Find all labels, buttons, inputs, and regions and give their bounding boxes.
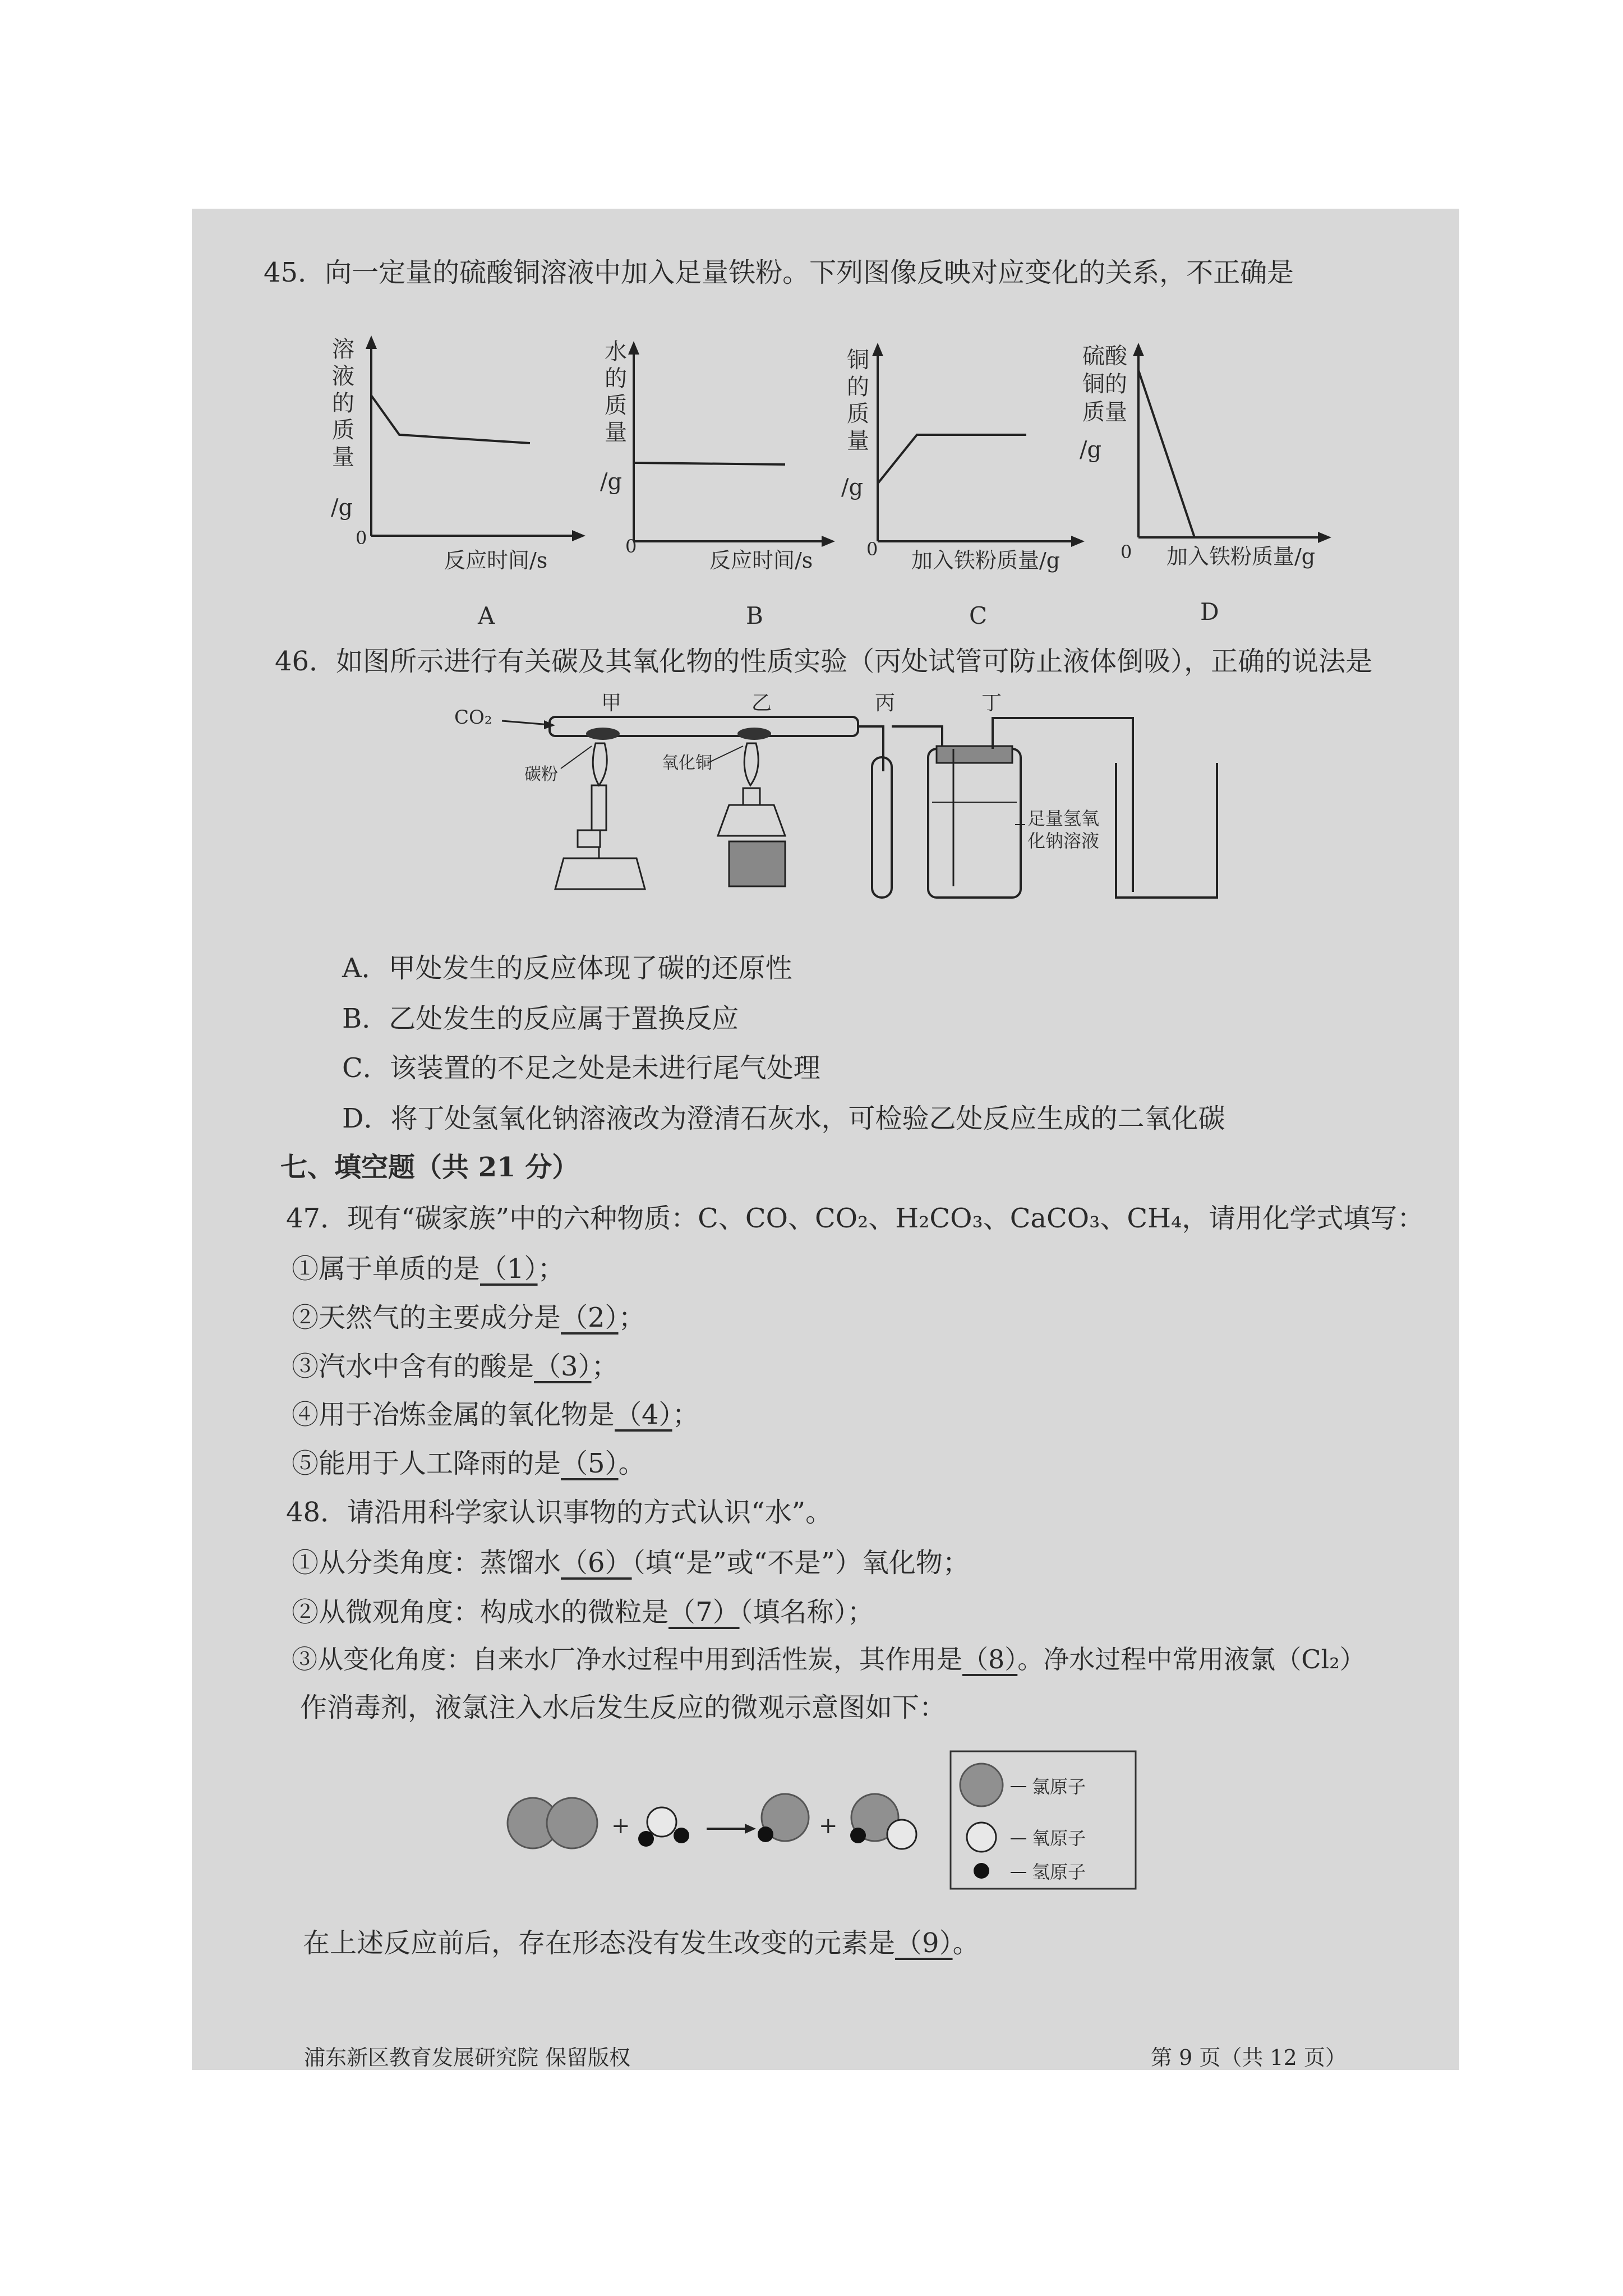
q47-item-2: ②天然气的主要成分是（2）； xyxy=(292,1302,645,1333)
label-cuo: 氧化铜 xyxy=(662,753,712,773)
q48-final: 在上述反应前后，存在形态没有发生改变的元素是（9）。 xyxy=(303,1927,980,1959)
q47-item-3: ③汽水中含有的酸是（3）； xyxy=(292,1351,619,1382)
label-bing: 丙 xyxy=(875,692,896,715)
graph-b-ylabel-0: 水 xyxy=(605,339,627,365)
q48-line-2: ②从微观角度：构成水的微粒是（7）（填名称）； xyxy=(292,1596,874,1628)
graph-d-ylabel-0: 硫酸 xyxy=(1082,343,1127,369)
blank-7[interactable]: （7） xyxy=(668,1596,740,1628)
q46-option-a: A．甲处发生的反应体现了碳的还原性 xyxy=(342,953,792,984)
q48-line-4: 作消毒剂，液氯注入水后发生反应的微观示意图如下： xyxy=(300,1692,947,1723)
graph-d-xlabel: 加入铁粉质量/g xyxy=(1166,544,1316,569)
graph-a-ylabel-1: 液 xyxy=(332,364,354,389)
q48-line-3: ③从变化角度：自来水厂净水过程中用到活性炭，其作用是（8）。净水过程中常用液氯（Cl₂） xyxy=(292,1644,1366,1674)
hcl-molecule xyxy=(758,1794,809,1842)
plus-2: + xyxy=(819,1813,838,1839)
label-ding: 丁 xyxy=(981,692,1002,715)
section-title: 七、填空题（共 21 分） xyxy=(280,1152,579,1183)
graph-d-curve xyxy=(1138,370,1195,537)
graph-a-ylabel-2: 的 xyxy=(332,390,354,416)
graph-a-curve xyxy=(371,395,530,443)
q46-option-c: C．该装置的不足之处是未进行尾气处理 xyxy=(342,1052,820,1084)
blank-6[interactable]: （6） xyxy=(561,1547,632,1579)
graph-a-origin: 0 xyxy=(356,527,367,549)
blank-5[interactable]: （5） xyxy=(561,1448,619,1479)
graph-c-ylabel-1: 的 xyxy=(847,374,869,400)
graph-a-ylabel-0: 溶 xyxy=(332,337,354,362)
graph-a-option: A xyxy=(478,602,495,629)
graph-c-ylabel-0: 铜 xyxy=(847,347,869,373)
graph-b-ylabel-2: 质 xyxy=(605,393,627,418)
footer-left: 浦东新区教育发展研究院 保留版权 xyxy=(304,2045,631,2070)
q46-stem: 46．如图所示进行有关碳及其氧化物的性质实验（丙处试管可防止液体倒吸），正确的说法是 xyxy=(275,646,1373,677)
graph-c xyxy=(841,343,1085,629)
graph-b-origin: 0 xyxy=(625,536,637,557)
graph-b-ylabel-4: /g xyxy=(600,469,623,495)
graph-b xyxy=(600,339,835,629)
blank-9[interactable]: （9） xyxy=(895,1927,953,1959)
hclo-molecule xyxy=(850,1794,916,1849)
graph-d-ylabel-3: /g xyxy=(1080,437,1102,463)
graph-d-option: D xyxy=(1200,598,1219,625)
q47-stem: 47．现有“碳家族”中的六种物质：C、CO、CO₂、H₂CO₃、CaCO₃、CH₄，请用化学式填写： xyxy=(286,1203,1424,1234)
water-molecule xyxy=(638,1807,689,1847)
test-tube-bing xyxy=(872,757,892,898)
q47-item-5: ⑤能用于人工降雨的是（5）。 xyxy=(292,1448,645,1479)
beaker xyxy=(1116,763,1217,898)
q48-stem: 48．请沿用科学家认识事物的方式认识“水”。 xyxy=(286,1497,833,1528)
q47-item-1: ①属于单质的是（1）； xyxy=(292,1253,565,1285)
graph-c-origin: 0 xyxy=(866,539,878,560)
blank-4[interactable]: （4） xyxy=(615,1399,672,1430)
graph-b-ylabel-3: 量 xyxy=(605,420,627,445)
flask-ding xyxy=(928,749,1021,898)
legend-o-icon xyxy=(967,1823,996,1852)
graph-a-ylabel-5: /g xyxy=(331,495,353,521)
graph-c-option: C xyxy=(969,602,988,629)
q46-apparatus xyxy=(449,690,1234,914)
co2-label: CO₂ xyxy=(454,706,492,729)
graph-b-xlabel: 反应时间/s xyxy=(709,548,813,573)
label-yi: 乙 xyxy=(751,692,772,715)
reaction-diagram xyxy=(494,1750,1138,1896)
blank-1[interactable]: （1） xyxy=(480,1253,538,1285)
legend-cl: 氯原子 xyxy=(1032,1776,1086,1797)
legend-h: 氢原子 xyxy=(1032,1861,1086,1883)
blank-2[interactable]: （2） xyxy=(561,1302,619,1333)
label-jia: 甲 xyxy=(601,692,622,715)
graph-a-ylabel-3: 质 xyxy=(332,417,354,443)
legend-cl-icon xyxy=(960,1764,1003,1806)
graph-d-ylabel-1: 铜的 xyxy=(1082,371,1127,397)
graph-d-ylabel-2: 质量 xyxy=(1082,399,1127,425)
blank-3[interactable]: （3） xyxy=(534,1351,592,1382)
graph-a-ylabel-4: 量 xyxy=(332,444,354,470)
q48-line-1: ①从分类角度：蒸馏水（6）（填“是”或“不是”）氧化物； xyxy=(292,1547,970,1579)
label-naoh-1: 足量氢氧 xyxy=(1027,808,1100,829)
graph-b-curve xyxy=(634,463,785,464)
graph-c-curve xyxy=(878,435,1026,484)
graph-a-xlabel: 反应时间/s xyxy=(444,548,548,573)
label-naoh-2: 化钠溶液 xyxy=(1027,830,1100,852)
graph-a xyxy=(331,335,585,629)
q46-option-d: D．将丁处氢氧化钠溶液改为澄清石灰水，可检验乙处反应生成的二氧化碳 xyxy=(342,1103,1225,1134)
footer-right: 第 9 页（共 12 页） xyxy=(1151,2045,1347,2070)
chlorine-molecule xyxy=(508,1798,597,1848)
graph-c-ylabel-3: 量 xyxy=(847,428,869,454)
blank-8[interactable]: （8） xyxy=(962,1644,1018,1674)
graph-c-ylabel-4: /g xyxy=(841,475,864,500)
label-carbon: 碳粉 xyxy=(524,765,558,784)
legend-h-icon xyxy=(974,1863,989,1879)
graph-d-origin: 0 xyxy=(1121,541,1132,563)
q45-stem: 45．向一定量的硫酸铜溶液中加入足量铁粉。下列图像反映对应变化的关系，不正确是 xyxy=(264,257,1294,288)
q47-item-4: ④用于冶炼金属的氧化物是（4）； xyxy=(292,1399,699,1430)
legend-o: 氧原子 xyxy=(1032,1828,1086,1849)
graph-c-ylabel-2: 质 xyxy=(847,401,869,427)
graph-b-option: B xyxy=(746,602,763,629)
q46-option-b: B．乙处发生的反应属于置换反应 xyxy=(342,1003,739,1034)
graph-d xyxy=(1080,343,1331,625)
graph-b-ylabel-1: 的 xyxy=(605,366,627,392)
graph-c-xlabel: 加入铁粉质量/g xyxy=(911,548,1061,573)
plus-1: + xyxy=(611,1813,630,1839)
